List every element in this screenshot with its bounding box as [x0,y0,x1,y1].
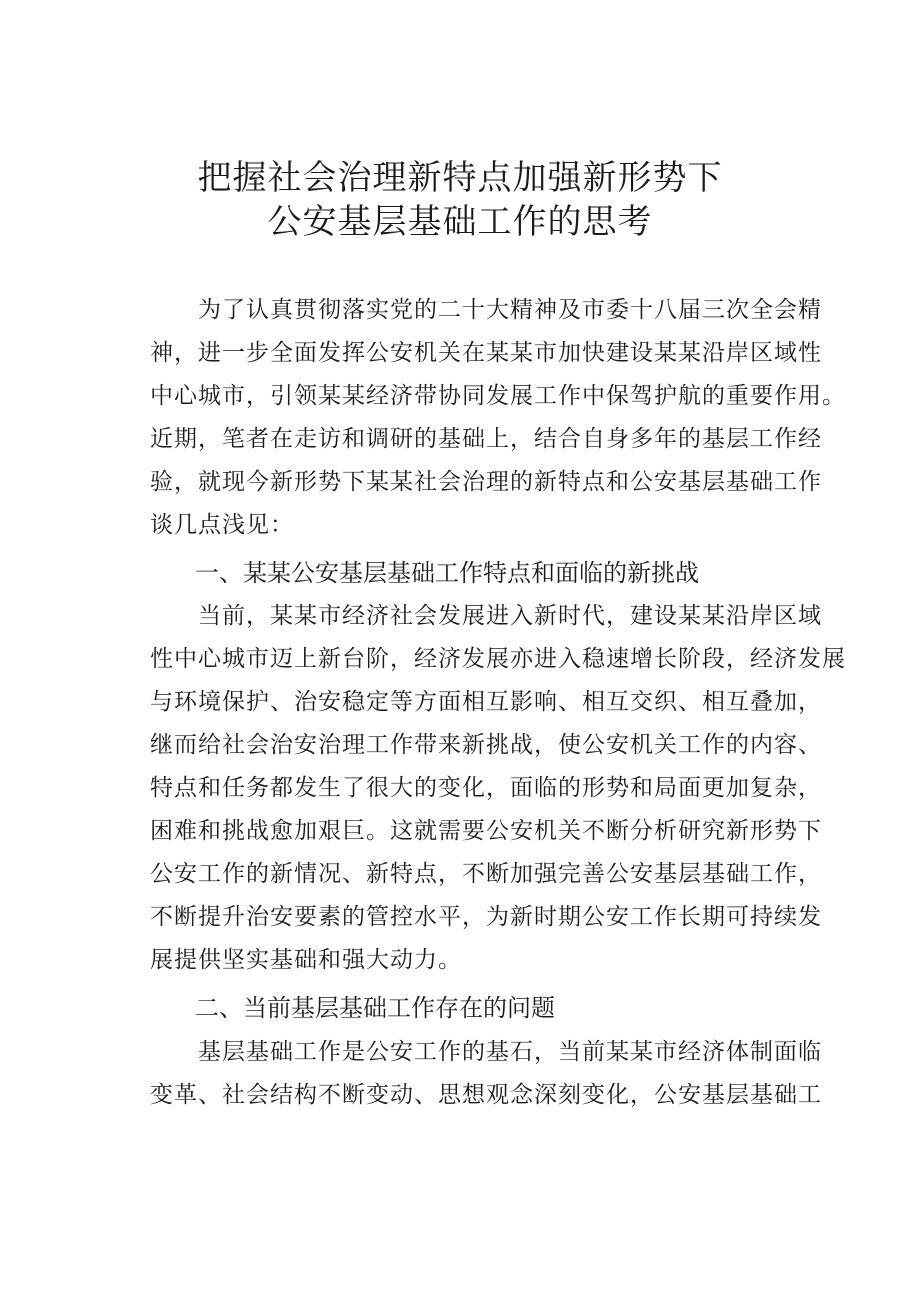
paragraph-line: 验，就现今新形势下某某社会治理的新特点和公安基层基础工作 [150,469,822,495]
paragraph-line: 基层基础工作是公安工作的基石，当前某某市经济体制面临 [150,1039,822,1065]
paragraph-line: 继而给社会治安治理工作带来新挑战，使公安机关工作的内容、 [150,732,822,758]
section-2-heading: 二、当前基层基础工作存在的问题 [195,994,555,1022]
paragraph-line: 特点和任务都发生了很大的变化，面临的形势和局面更加复杂， [150,775,822,801]
paragraph-line: 近期，笔者在走访和调研的基础上，结合自身多年的基层工作经 [150,426,822,452]
paragraph-line: 不断提升治安要素的管控水平，为新时期公安工作长期可持续发 [150,904,822,930]
document-title-line-2: 公安基层基础工作的思考 [267,202,653,242]
paragraph-line: 公安工作的新情况、新特点，不断加强完善公安基层基础工作， [150,861,822,887]
document-title-line-1: 把握社会治理新特点加强新形势下 [197,158,723,198]
paragraph-line: 展提供坚实基础和强大动力。 [150,947,462,973]
paragraph-line: 与环境保护、治安稳定等方面相互影响、相互交织、相互叠加， [150,689,822,715]
paragraph-line: 谈几点浅见： [150,512,294,538]
paragraph-line: 中心城市，引领某某经济带协同发展工作中保驾护航的重要作用。 [150,383,846,409]
paragraph-line: 困难和挑战愈加艰巨。这就需要公安机关不断分析研究新形势下 [150,818,822,844]
section-2-paragraph [150,1031,822,1117]
section-1-heading: 一、某某公安基层基础工作特点和面临的新挑战 [195,559,699,587]
paragraph-line: 变革、社会结构不断变动、思想观念深刻变化，公安基层基础工 [150,1082,822,1108]
paragraph-line: 神，进一步全面发挥公安机关在某某市加快建设某某沿岸区域性 [150,340,822,366]
paragraph-line: 当前，某某市经济社会发展进入新时代，建设某某沿岸区域 [150,603,822,629]
paragraph-line: 为了认真贯彻落实党的二十大精神及市委十八届三次全会精 [150,297,822,323]
paragraph-line: 性中心城市迈上新台阶，经济发展亦进入稳速增长阶段，经济发展 [150,646,846,672]
intro-paragraph [150,289,846,547]
section-1-paragraph [150,595,846,982]
